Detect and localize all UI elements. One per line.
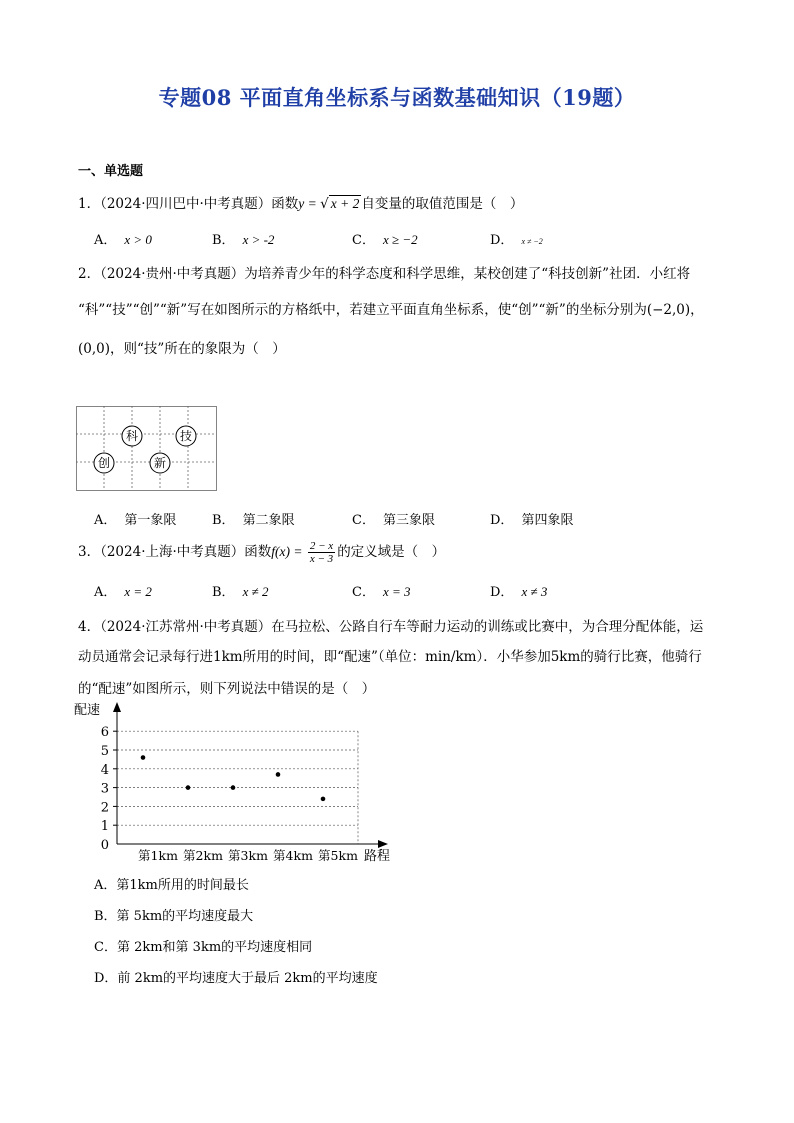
- q2-options: [94, 509, 654, 527]
- q2-option-a[interactable]: [94, 509, 176, 528]
- option-letter: C．: [352, 233, 375, 248]
- data-point: [141, 755, 146, 760]
- option-text: x ≥ −2: [382, 232, 418, 247]
- q3-option-d[interactable]: [490, 581, 547, 600]
- q1-radicand: x + 2: [330, 196, 360, 211]
- q4-answer-c[interactable]: C．第 2km和第 3km的平均速度相同: [94, 940, 313, 955]
- q3-option-b[interactable]: [212, 581, 268, 600]
- option-text: x = 3: [382, 584, 411, 599]
- q3-denominator: x − 3: [309, 553, 334, 565]
- pace-chart: [72, 698, 402, 868]
- q3-prefix: 3．（2024·上海·中考真题）函数: [78, 544, 272, 560]
- data-point: [231, 785, 236, 790]
- q3-options: [94, 581, 654, 599]
- question-4-line-3: 的“配速”如图所示，则下列说法中错误的是（ ）: [78, 681, 376, 697]
- q3-fraction: [308, 540, 335, 565]
- x-ticks: [138, 848, 358, 863]
- option-letter: B．: [212, 513, 235, 528]
- q1-option-a[interactable]: [94, 229, 152, 248]
- q2-grid-figure: [76, 406, 218, 492]
- q4-answer-d[interactable]: D．前 2km的平均速度大于最后 2km的平均速度: [94, 971, 378, 986]
- option-text: 第一象限: [124, 513, 177, 528]
- chart-grid: [117, 731, 358, 844]
- option-letter: C．: [352, 585, 375, 600]
- option-text: x ≠ 2: [242, 584, 269, 599]
- q2-option-b[interactable]: [212, 509, 295, 528]
- question-4-line-2: 动员通常会记录每行进1km所用的时间，即“配速”（单位：min/km）．小华参加5km的骑行比赛，他骑行: [78, 649, 702, 665]
- option-letter: A．: [94, 513, 117, 528]
- option-letter: D．: [490, 233, 514, 248]
- x-tick-label: 第1km: [138, 848, 178, 863]
- option-letter: C．: [352, 513, 375, 528]
- data-point: [276, 772, 281, 777]
- x-axis-label: 路程: [364, 849, 391, 864]
- q1-suffix: 自变量的取值范围是（ ）: [361, 196, 524, 212]
- option-text: x ≠ −2: [521, 237, 543, 246]
- page-title: 专题08 平面直角坐标系与函数基础知识（19题）: [158, 85, 636, 110]
- x-axis-arrow: [378, 840, 388, 848]
- data-point: [186, 785, 191, 790]
- y-axis-arrow: [113, 702, 121, 712]
- option-letter: D．: [490, 513, 514, 528]
- q4-answer-b[interactable]: B．第 5km的平均速度最大: [94, 909, 254, 924]
- q3-option-a[interactable]: [94, 581, 152, 600]
- option-letter: B．: [212, 585, 235, 600]
- x-tick-label: 第5km: [318, 848, 358, 863]
- q3-fx: f(x) =: [271, 544, 306, 559]
- question-3: [78, 540, 445, 565]
- q1-option-c[interactable]: [352, 229, 418, 248]
- question-2-line-2: “科”“技”“创”“新”写在如图所示的方格纸中，若建立平面直角坐标系，使“创”“新”的坐标分别为(−2,0)，: [78, 302, 704, 318]
- option-text: x = 2: [124, 584, 152, 599]
- q4-answer-a[interactable]: A．第1km所用的时间最长: [94, 878, 249, 893]
- question-2-line-3: (0,0)，则“技”所在的象限为（ ）: [78, 341, 286, 357]
- question-1: 1．（2024·四川巴中·中考真题）函数y = √ x + 2 自变量的取值范围是（ ）: [78, 196, 524, 212]
- data-point: [321, 797, 326, 802]
- grid-label-ji: 技: [179, 429, 193, 443]
- q3-option-c[interactable]: [352, 581, 411, 600]
- q2-option-c[interactable]: [352, 509, 435, 528]
- option-text: x > 0: [124, 232, 152, 247]
- q2-option-d[interactable]: [490, 509, 573, 528]
- y-axis-label: 配速: [74, 703, 101, 718]
- data-points: [141, 755, 326, 801]
- y-tick-label: 5: [100, 744, 109, 759]
- y-tick-label: 3: [100, 781, 109, 797]
- y-ticks: [101, 725, 117, 853]
- question-4-line-1: 4．（2024·江苏常州·中考真题）在马拉松、公路自行车等耐力运动的训练或比赛中，为合理分配体能，运: [78, 619, 704, 635]
- option-letter: A．: [94, 585, 117, 600]
- q1-prefix: 1．（2024·四川巴中·中考真题）函数: [78, 196, 299, 212]
- option-text: 第三象限: [382, 513, 435, 528]
- q1-option-d[interactable]: [490, 229, 543, 248]
- option-text: 第四象限: [521, 513, 574, 528]
- x-tick-label: 第3km: [228, 848, 268, 863]
- y-tick-label: 2: [100, 800, 109, 816]
- q3-numerator: 2 − x: [309, 540, 334, 552]
- y-tick-label: 4: [100, 762, 109, 778]
- section-heading: 一、单选题: [78, 164, 144, 179]
- question-2-line-1: 2．（2024·贵州·中考真题）为培养青少年的科学态度和科学思维，某校创建了“科技创新”社团．小红将: [78, 266, 691, 282]
- grid-label-chuang: 创: [97, 456, 111, 470]
- x-tick-label: 第2km: [183, 848, 223, 863]
- option-letter: A．: [94, 233, 117, 248]
- q3-suffix: 的定义域是（ ）: [337, 544, 446, 560]
- option-text: 第二象限: [242, 513, 295, 528]
- option-text: x ≠ 3: [521, 584, 548, 599]
- y-tick-label: 0: [100, 838, 109, 853]
- q1-options: [94, 229, 654, 247]
- grid-label-xin: 新: [153, 456, 167, 470]
- option-letter: D．: [490, 585, 514, 600]
- q1-func: y =: [298, 196, 321, 211]
- x-tick-label: 第4km: [273, 848, 313, 863]
- option-text: x > -2: [242, 232, 275, 247]
- y-tick-label: 6: [100, 725, 109, 741]
- y-tick-label: 1: [100, 819, 109, 835]
- option-letter: B．: [212, 233, 235, 248]
- q1-option-b[interactable]: [212, 229, 274, 248]
- grid-label-ke: 科: [125, 429, 139, 443]
